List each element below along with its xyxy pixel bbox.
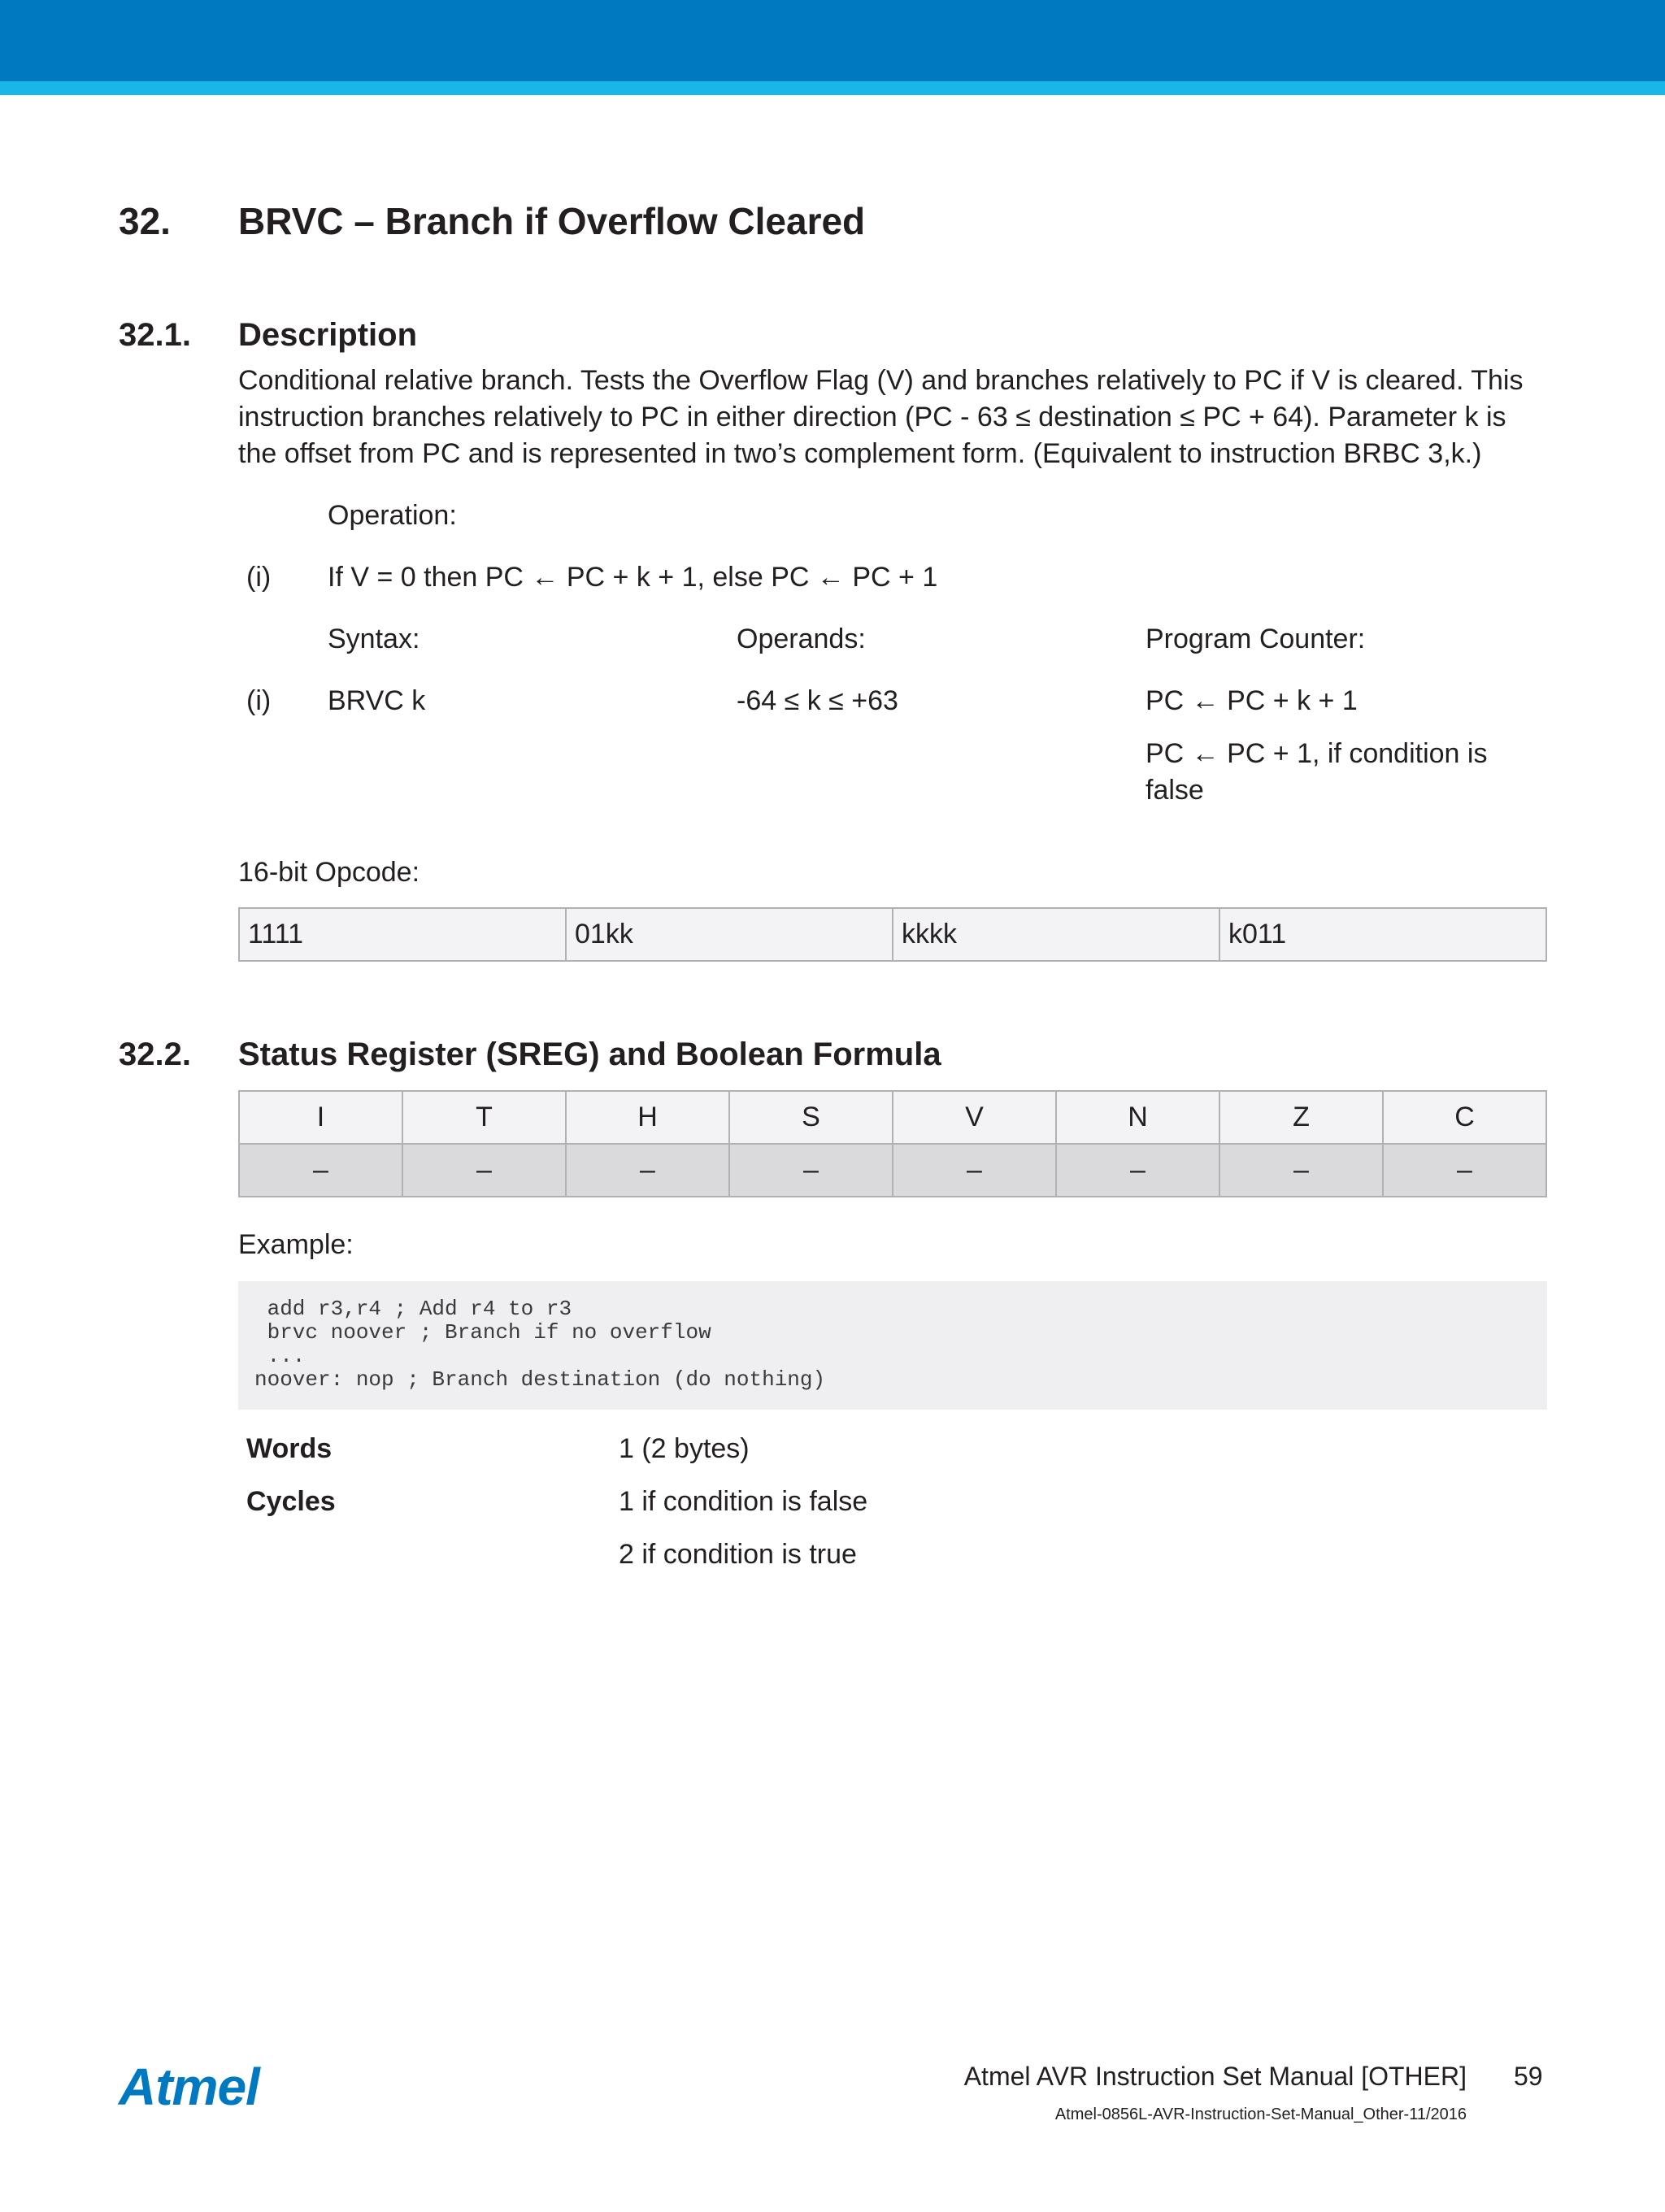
table-row — [239, 1144, 1546, 1197]
syntax-label: Syntax: — [328, 624, 420, 654]
description-title: Description — [238, 317, 418, 353]
syntax-index: (i) — [246, 685, 272, 716]
sreg-flag-header: V — [893, 1091, 1056, 1144]
opcode-cell: kkkk — [893, 908, 1219, 961]
program-counter-value: false — [1146, 775, 1204, 806]
sreg-flag-value: – — [1056, 1144, 1219, 1197]
operation-index: (i) — [246, 562, 272, 593]
example-label: Example: — [238, 1229, 354, 1260]
section-number: 32. — [119, 200, 171, 242]
sreg-flag-value: – — [402, 1144, 566, 1197]
sreg-number: 32.2. — [119, 1036, 191, 1072]
code-text: add r3,r4 ; Add r4 to r3 brvc noover ; Branch if no overflow ... noover: nop ; Branch destination (do nothing) — [254, 1297, 826, 1392]
sreg-flag-value: – — [1383, 1144, 1546, 1197]
header-bar — [0, 0, 1665, 81]
section-title: BRVC – Branch if Overflow Cleared — [238, 200, 866, 242]
sreg-flag-header: C — [1383, 1091, 1546, 1144]
table-row — [239, 1091, 1546, 1144]
description-line: Conditional relative branch. Tests the Overflow Flag (V) and branches relatively to PC if V is cleared. This — [238, 365, 1524, 396]
opcode-label: 16-bit Opcode: — [238, 857, 420, 888]
sreg-flag-header: Z — [1219, 1091, 1383, 1144]
program-counter-value: PC ← PC + 1, if condition is — [1146, 738, 1488, 769]
cycles-value: 2 if condition is true — [619, 1539, 857, 1570]
description-line: the offset from PC and is represented in two’s complement form. (Equivalent to instruction BRBC 3,k.) — [238, 438, 1482, 469]
words-label: Words — [246, 1433, 333, 1464]
sreg-flag-value: – — [566, 1144, 729, 1197]
page-number: 59 — [1514, 2062, 1543, 2091]
cycles-label: Cycles — [246, 1486, 336, 1517]
operands-value: -64 ≤ k ≤ +63 — [737, 685, 898, 716]
sreg-table — [238, 1090, 1547, 1197]
sreg-flag-header: H — [566, 1091, 729, 1144]
code-example — [238, 1281, 1547, 1410]
operation-label: Operation: — [328, 500, 457, 531]
description-number: 32.1. — [119, 317, 191, 353]
sreg-title: Status Register (SREG) and Boolean Formula — [238, 1036, 941, 1072]
description-paragraph — [238, 363, 1555, 472]
operands-label: Operands: — [737, 624, 866, 654]
header-stripe — [0, 81, 1665, 95]
operation-text: If V = 0 then PC ← PC + k + 1, else PC ← PC + 1 — [328, 562, 938, 593]
sreg-flag-value: – — [893, 1144, 1056, 1197]
sreg-flag-header: T — [402, 1091, 566, 1144]
description-line: instruction branches relatively to PC in either direction (PC - 63 ≤ destination ≤ PC + 64). Parameter k is — [238, 402, 1506, 432]
opcode-cell: k011 — [1219, 908, 1546, 961]
sreg-flag-value: – — [239, 1144, 402, 1197]
program-counter-value: PC ← PC + k + 1 — [1146, 685, 1358, 716]
syntax-value: BRVC k — [328, 685, 426, 716]
atmel-logo: Atmel — [119, 2058, 259, 2116]
program-counter-label: Program Counter: — [1146, 624, 1366, 654]
cycles-value: 1 if condition is false — [619, 1486, 868, 1517]
sreg-flag-header: N — [1056, 1091, 1219, 1144]
sreg-flag-value: – — [1219, 1144, 1383, 1197]
footer-title: Atmel AVR Instruction Set Manual [OTHER] — [963, 2062, 1467, 2091]
table-row — [239, 908, 1546, 961]
words-value: 1 (2 bytes) — [619, 1433, 750, 1464]
sreg-flag-header: S — [729, 1091, 893, 1144]
sreg-flag-header: I — [239, 1091, 402, 1144]
sreg-flag-value: – — [729, 1144, 893, 1197]
opcode-cell: 01kk — [566, 908, 893, 961]
opcode-cell: 1111 — [239, 908, 566, 961]
opcode-table — [238, 907, 1547, 962]
document-number: Atmel-0856L-AVR-Instruction-Set-Manual_Other-11/2016 — [1054, 2106, 1467, 2123]
